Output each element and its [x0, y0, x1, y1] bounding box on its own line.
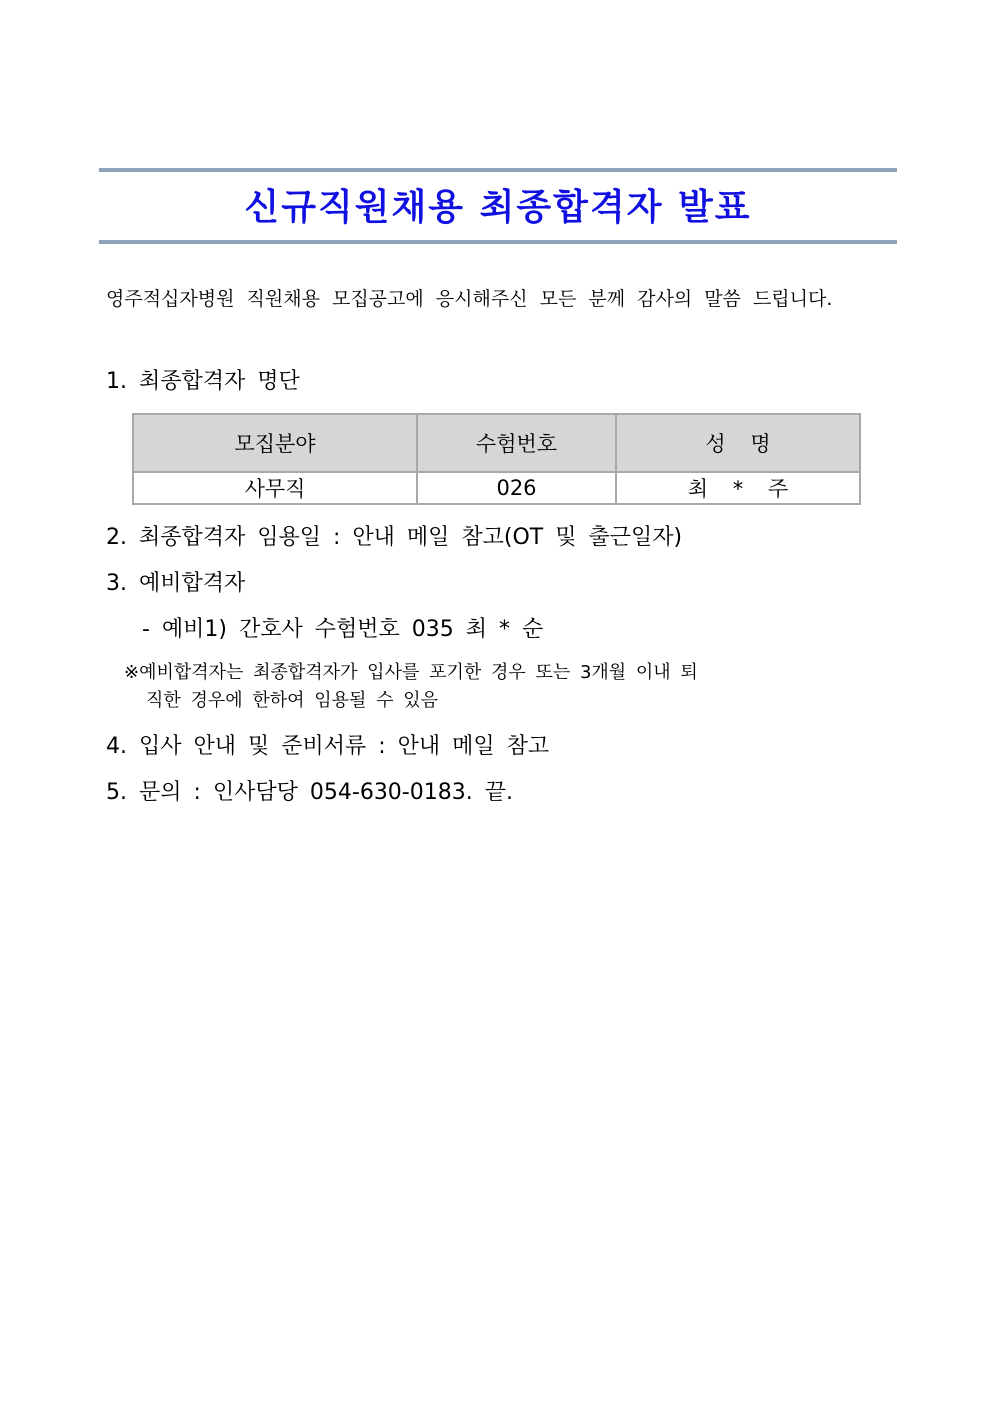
cell-exam-number: 026 — [417, 472, 616, 504]
intro-text: 영주적십자병원 직원채용 모집공고에 응시해주신 모든 분께 감사의 말씀 드립니다. — [106, 288, 833, 310]
reserve-candidate-item: - 예비1) 간호사 수험번호 035 최 * 순 — [142, 617, 544, 642]
table-header-row — [133, 414, 860, 472]
section-2-line: 2. 최종합격자 임용일 : 안내 메일 참고(OT 및 출근일자) — [106, 525, 683, 550]
header-name: 성 명 — [616, 414, 860, 472]
table-row — [133, 472, 860, 504]
header-exam-number: 수험번호 — [417, 414, 616, 472]
header-field: 모집분야 — [133, 414, 417, 472]
reserve-note-line-1: ※예비합격자는 최종합격자가 입사를 포기한 경우 또는 3개월 이내 퇴 — [124, 662, 698, 683]
reserve-note-line-2: 직한 경우에 한하여 임용될 수 있음 — [146, 690, 439, 711]
title-rule-bottom — [99, 240, 897, 244]
section-1-heading: 1. 최종합격자 명단 — [106, 369, 300, 394]
final-candidates-table — [132, 413, 861, 505]
title-rule-top — [99, 168, 897, 172]
section-4-line: 4. 입사 안내 및 준비서류 : 안내 메일 참고 — [106, 734, 550, 759]
cell-field: 사무직 — [133, 472, 417, 504]
section-3-heading: 3. 예비합격자 — [106, 571, 246, 596]
section-5-line: 5. 문의 : 인사담당 054-630-0183. 끝. — [106, 780, 513, 805]
page-title: 신규직원채용 최종합격자 발표 — [244, 187, 752, 228]
cell-name: 최 * 주 — [616, 472, 860, 504]
